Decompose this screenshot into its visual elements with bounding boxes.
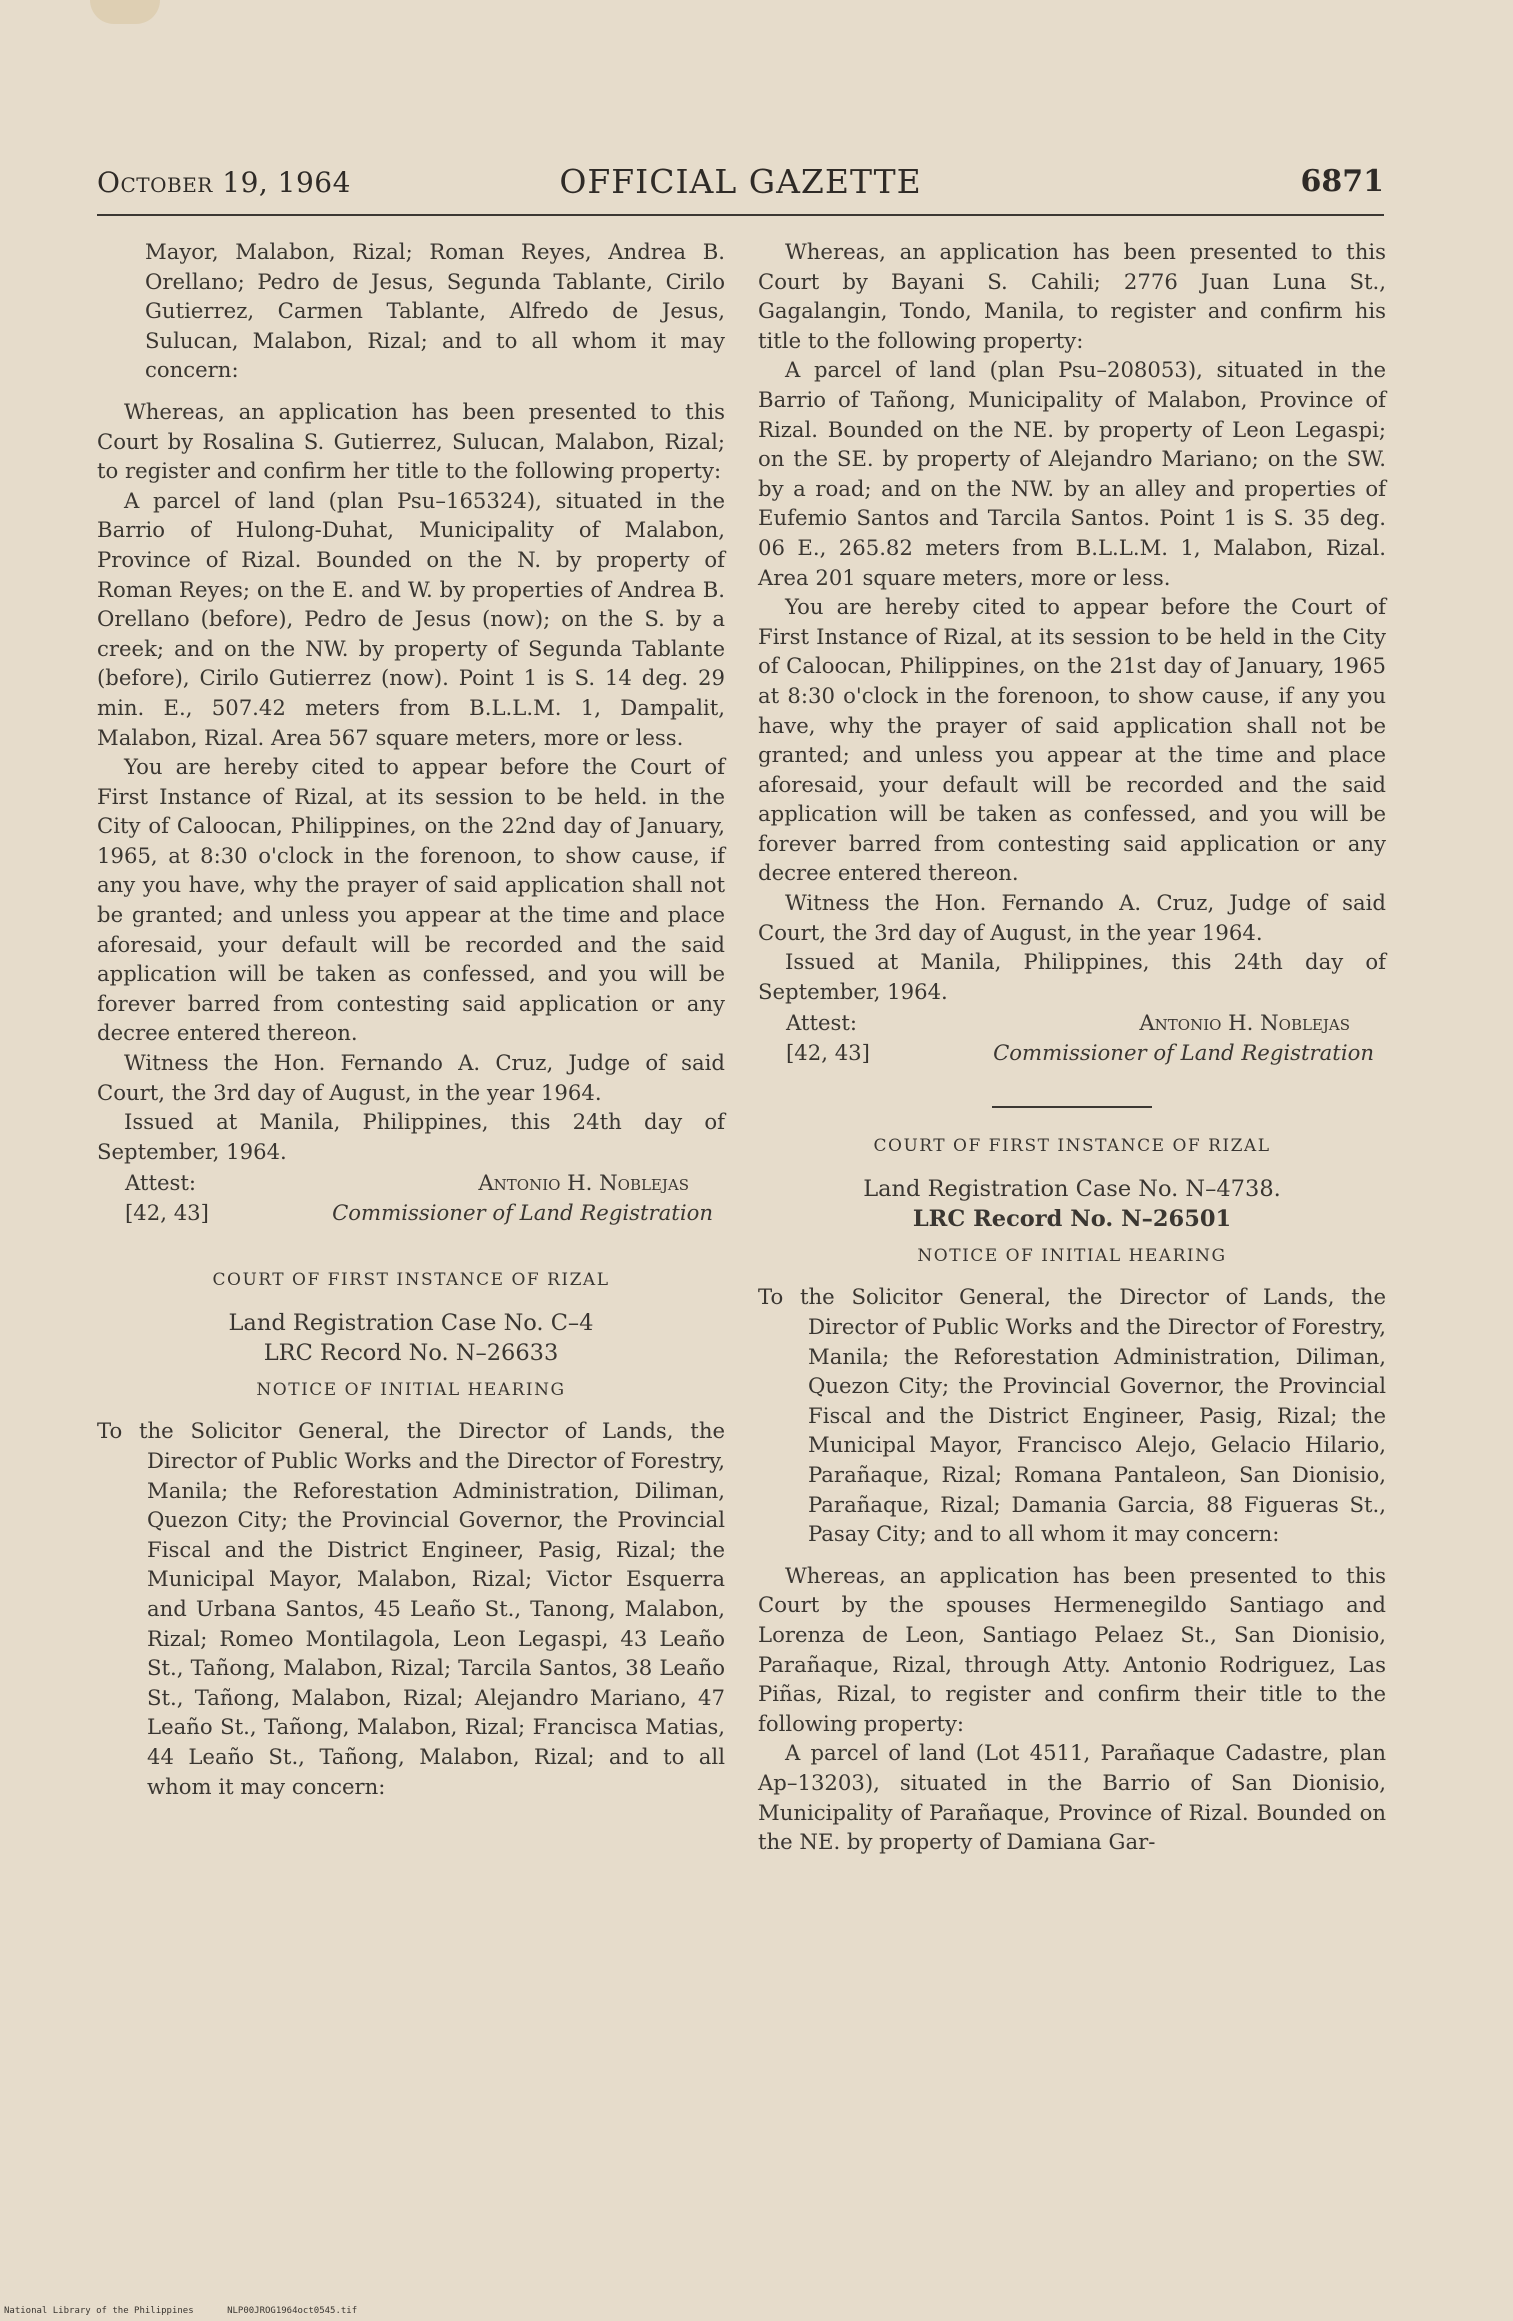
parcel-paragraph: A parcel of land (plan Psu–208053), situated in the Barrio of Tañong, Municipality of Malabon, Province of Rizal. Bounded on the NE. by property of Leon Legaspi; on the SE. by property of Alejandro Mariano; on the SW. by a road; and on the NW. by an alley and properties of Eufemio Santos and Tarcila Santos. Point 1 is S. 35 deg. 06 E., 265.82 meters from B.L.L.M. 1, Malabon, Rizal. Area 201 square meters, more or less. xyxy=(758,357,1386,590)
attest-block xyxy=(97,1168,725,1230)
notice-heading: NOTICE OF INITIAL HEARING xyxy=(256,1380,566,1401)
footer-library: National Library of the Philippines xyxy=(4,2306,194,2316)
scan-footer xyxy=(4,2306,357,2316)
paper-stain xyxy=(90,0,160,24)
page-header xyxy=(97,158,1384,206)
record-number: LRC Record No. N–26633 xyxy=(263,1340,559,1367)
attest-ref: [42, 43] xyxy=(125,1200,209,1226)
attest-name: Antonio H. Noblejas xyxy=(478,1170,689,1196)
attest-name: Antonio H. Noblejas xyxy=(1139,1010,1350,1036)
left-column xyxy=(97,237,725,1801)
parcel-paragraph: A parcel of land (plan Psu–165324), situated in the Barrio of Hulong-Duhat, Municipality of Malabon, Province of Rizal. Bounded on the N. by property of Roman Reyes; on the E. and W. by properties of Andrea B. Orellano (before), Pedro de Jesus (now); on the S. by a creek; and on the NW. by property of Segunda Tablante (before), Cirilo Gutierrez (now). Point 1 is S. 14 deg. 29 min. E., 507.42 meters from B.L.L.M. 1, Dampalit, Malabon, Rizal. Area 567 square meters, more or less. xyxy=(97,487,725,750)
whereas-paragraph: Whereas, an application has been presented to this Court by Rosalina S. Gutierrez, Sulucan, Malabon, Rizal; to register and confirm her title to the following property: xyxy=(97,398,725,484)
case-number: Land Registration Case No. C–4 xyxy=(228,1310,594,1337)
attest-label: Attest: xyxy=(786,1010,858,1036)
record-number: LRC Record No. N–26501 xyxy=(912,1206,1232,1233)
attest-title: Commissioner of Land Registration xyxy=(993,1040,1374,1066)
header-date: October 19, 1964 xyxy=(97,166,351,199)
attest-title: Commissioner of Land Registration xyxy=(332,1200,713,1226)
issued-paragraph: Issued at Manila, Philippines, this 24th day of September, 1964. xyxy=(758,949,1386,1004)
addressee-paragraph: To the Solicitor General, the Director of Lands, the Director of Public Works and the Director of Forestry, Manila; the Reforestation Administration, Diliman, Quezon City; the Provincial Governor, the Provincial Fiscal and the District Engineer, Pasig, Rizal; the Municipal Mayor, Malabon, Rizal; Victor Esquerra and Urbana Santos, 45 Leaño St., Tanong, Malabon, Rizal; Romeo Montilagola, Leon Legaspi, 43 Leaño St., Tañong, Malabon, Rizal; Tarcila Santos, 38 Leaño St., Tañong, Malabon, Rizal; Alejandro Mariano, 47 Leaño St., Tañong, Malabon, Rizal; Francisca Matias, 44 Leaño St., Tañong, Malabon, Rizal; and to all whom it may concern: xyxy=(97,1418,725,1799)
witness-paragraph: Witness the Hon. Fernando A. Cruz, Judge of said Court, the 3rd day of August, in the year 1964. xyxy=(97,1050,725,1105)
section-divider xyxy=(992,1106,1152,1108)
parcel-paragraph-2: A parcel of land (Lot 4511, Parañaque Cadastre, plan Ap–13203), situated in the Barrio of San Dionisio, Municipality of Parañaque, Province of Rizal. Bounded on the NE. by property of Damiana Gar- xyxy=(758,1740,1386,1855)
whereas-paragraph: Whereas, an application has been presented to this Court by Bayani S. Cahili; 2776 Juan Luna St., Gagalangin, Tondo, Manila, to register and confirm his title to the following property: xyxy=(758,239,1386,353)
right-column xyxy=(758,237,1386,1857)
header-rule xyxy=(97,214,1384,216)
addressee-continuation: Mayor, Malabon, Rizal; Roman Reyes, Andrea B. Orellano; Pedro de Jesus, Segunda Tablante, Cirilo Gutierrez, Carmen Tablante, Alfredo de Jesus, Sulucan, Malabon, Rizal; and to all whom it may concern: xyxy=(145,239,725,383)
attest-label: Attest: xyxy=(125,1170,197,1196)
court-heading: COURT OF FIRST INSTANCE OF RIZAL xyxy=(873,1136,1271,1157)
cited-paragraph: You are hereby cited to appear before the Court of First Instance of Rizal, at its session to be held. in the City of Caloocan, Philippines, on the 22nd day of January, 1965, at 8:30 o'clock in the forenoon, to show cause, if any you have, why the prayer of said application shall not be granted; and unless you appear at the time and place aforesaid, your default will be recorded and the said application will be taken as confessed, and you will be forever barred from contesting said application or any decree entered thereon. xyxy=(97,754,725,1046)
addressee-paragraph: To the Solicitor General, the Director of Lands, the Director of Public Works and the Director of Forestry, Manila; the Reforestation Administration, Diliman, Quezon City; the Provincial Governor, the Provincial Fiscal and the District Engineer, Pasig, Rizal; the Municipal Mayor, Francisco Alejo, Gelacio Hilario, Parañaque, Rizal; Romana Pantaleon, San Dionisio, Parañaque, Rizal; Damania Garcia, 88 Figueras St., Pasay City; and to all whom it may concern: xyxy=(758,1284,1386,1547)
header-title: OFFICIAL GAZETTE xyxy=(559,162,922,201)
case-number: Land Registration Case No. N–4738. xyxy=(863,1176,1281,1203)
notice-heading: NOTICE OF INITIAL HEARING xyxy=(917,1246,1227,1267)
cited-paragraph: You are hereby cited to appear before the Court of First Instance of Rizal, at its session to be held in the City of Caloocan, Philippines, on the 21st day of January, 1965 at 8:30 o'clock in the forenoon, to show cause, if any you have, why the prayer of said application shall not be granted; and unless you appear at the time and place aforesaid, your default will be recorded and the said application will be taken as confessed, and you will be forever barred from contesting said application or any decree entered thereon. xyxy=(758,594,1386,886)
whereas-paragraph-2: Whereas, an application has been presented to this Court by the spouses Hermenegildo Santiago and Lorenza de Leon, Santiago Pelaez St., San Dionisio, Parañaque, Rizal, through Atty. Antonio Rodriguez, Las Piñas, Rizal, to register and confirm their title to the following property: xyxy=(758,1562,1386,1736)
attest-block xyxy=(758,1008,1386,1070)
witness-paragraph: Witness the Hon. Fernando A. Cruz, Judge of said Court, the 3rd day of August, in the year 1964. xyxy=(758,890,1386,945)
attest-ref: [42, 43] xyxy=(786,1040,870,1066)
footer-filename: NLP00JROG1964oct0545.tif xyxy=(227,2306,358,2316)
page-number: 6871 xyxy=(1300,164,1384,199)
issued-paragraph: Issued at Manila, Philippines, this 24th day of September, 1964. xyxy=(97,1109,725,1164)
court-heading: COURT OF FIRST INSTANCE OF RIZAL xyxy=(212,1270,610,1291)
